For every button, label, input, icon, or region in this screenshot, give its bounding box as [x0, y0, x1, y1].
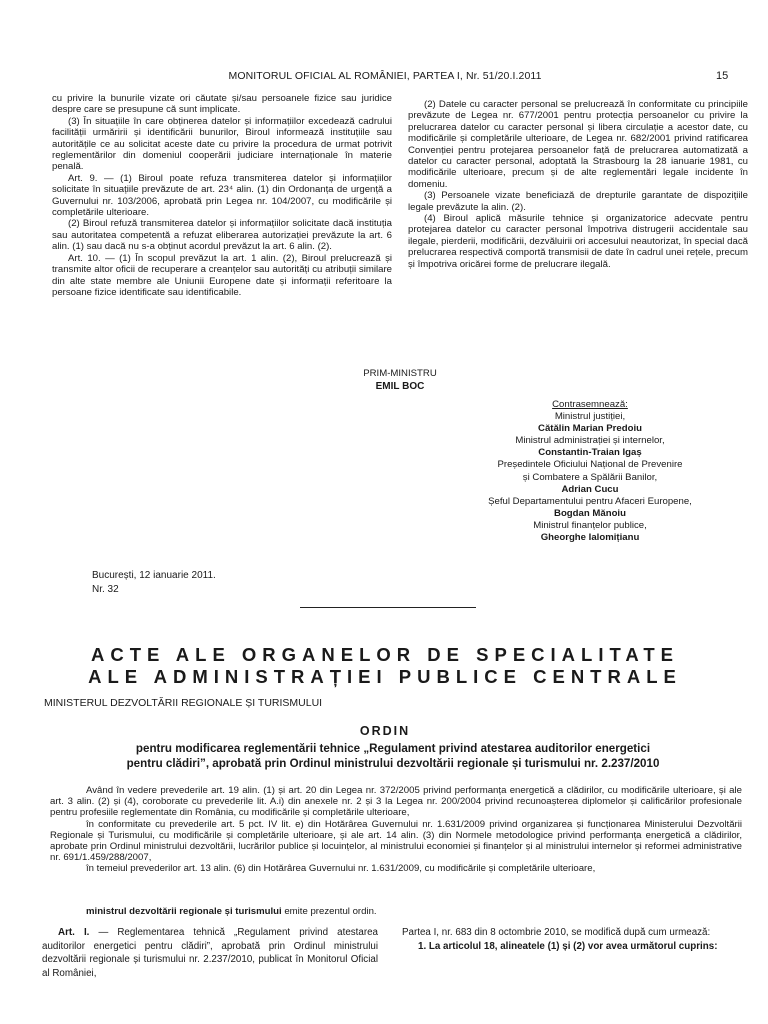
paragraph: (2) Datele cu caracter personal se prelucrează în conformitate cu principiile prevăzute de Legea nr. 677/2001 pentru protecția persoanelor cu privire la prelucrarea datelor cu caracter personal și libera circulație a acestor date, cu modificările și completările ulterioare, de Legea nr. 682/2001 privind ratificarea Convenției pentru protejarea persoanelor față de prelucrarea automatizată a datelor cu caracter personal, adoptată la Strasbourg la 28 ianuarie 1981, cu modificările ulterioare, precum și de alte reglementări legale incidente în domeniu.: [408, 99, 748, 190]
paragraph: cu privire la bunurile vizate ori căutate și/sau persoanele fizice sau juridice despre care se presupune că sunt implicate.: [52, 93, 392, 116]
countersign-name: Constantin-Traian Igaș: [538, 447, 642, 459]
order-title-line: pentru clădiri”, aprobată prin Ordinul ministrului dezvoltării regionale și turismului nr. 2.237/2010: [126, 757, 660, 770]
countersign-block: [430, 399, 750, 544]
paragraph: Art. 10. — (1) În scopul prevăzut la art. 1 alin. (2), Biroul prelucrează și transmite altor oficii de recuperare a creanțelor sau autorități cu atribuții similare din alte state membre ale Uniunii Europene date și informații referitoare la persoane fizice identificate sau identificabile.: [52, 252, 392, 298]
article-1-right: [402, 926, 746, 953]
countersign-line: Ministrul administrației și internelor,: [515, 435, 665, 447]
paragraph: (4) Biroul aplică măsurile tehnice și organizatorice adecvate pentru protejarea datelor cu caracter personal împotriva distrugerii accidentale sau ilegale, pierderii, modificării, dezvăluirii ori accesului neautorizat, în special dacă prelucrarea respectivă comportă transmisii de date în cadrul unei rețele, precum și împotriva oricărei forme de prelucrare ilegală.: [408, 213, 748, 270]
paragraph: (2) Biroul refuză transmiterea datelor și informațiilor solicitate dacă instituția sau autoritatea competentă a refuzat eliberarea autorizației prevăzute la art. 6 alin. (1) sau dacă nu s-a obținut acordul prevăzut la art. 6 alin. (2).: [52, 218, 392, 253]
order-title-line: pentru modificarea reglementării tehnice „Regulament privind atestarea auditorilor energetici: [135, 742, 651, 755]
order-preamble: [50, 785, 742, 875]
section-divider: [300, 607, 476, 608]
article-text: — Reglementarea tehnică „Regulament privind atestarea auditorilor energetici pentru clădiri”, aprobată prin Ordinul ministrului dezvoltării regionale și turismului nr. 2.237/2010, publicat în Monitorul Oficial al României,: [42, 927, 378, 979]
countersign-line: Ministrul finanțelor publice,: [533, 519, 647, 531]
paragraph: (3) În situațiile în care obținerea datelor și informațiilor excedează cadrului facilității urmăririi și identificării bunurilor, Biroul informează instituțiile sau autoritățile ce au solicitat aceste date cu privire la procedura de urmat potrivit reglementărilor din domeniul cooperării judiciare internaționale în materie penală.: [52, 115, 392, 173]
countersign-name: Adrian Cucu: [561, 483, 619, 495]
paragraph: în temeiul prevederilor art. 13 alin. (6) din Hotărârea Guvernului nr. 1.631/2009, cu modificările și completările ulterioare,: [86, 863, 596, 875]
article-label: Art. I.: [58, 927, 90, 938]
issuer: ministrul dezvoltării regionale și turismului: [86, 906, 282, 917]
paragraph: Având în vedere prevederile art. 19 alin. (1) și art. 20 din Legea nr. 372/2005 privind performanța energetică a clădirilor, cu modificările ulterioare, și ale art. 3 alin. (2) și (4), coroborate cu prevederile lit. A.i) din anexele nr. 2 și 3 la Legea nr. 200/2004 privind recunoașterea diplomelor și calificărilor profesionale pentru profesiile reglementate din România, cu modificările și completările ulterioare,: [50, 785, 742, 819]
emits-text: emite prezentul ordin.: [281, 906, 377, 917]
place-date: [92, 569, 216, 597]
paragraph: în conformitate cu prevederile art. 5 pct. IV lit. e) din Hotărârea Guvernului nr. 1.631/2009 privind organizarea și funcționarea Ministerului Dezvoltării Regionale și Turismului, cu modificările și completările ulterioare, și ale art. 14 alin. (3) din Normele metodologice privind performanța energetică a clădirilor, aprobate prin Ordinul ministrului dezvoltării, lucrărilor publice și locuințelor, al ministrului economiei și finanțelor și al ministrului internelor și reformei administrative nr. 691/1.459/288/2007,: [50, 818, 742, 864]
order-title: [48, 741, 738, 771]
act-number: Nr. 32: [92, 584, 119, 595]
left-column: [52, 93, 392, 298]
countersign-name: Bogdan Mănoiu: [554, 507, 626, 519]
countersign-line: Șeful Departamentului pentru Afaceri Europene,: [488, 495, 692, 507]
prime-minister-title: PRIM-MINISTRU: [363, 368, 437, 379]
place-date-line: București, 12 ianuarie 2011.: [92, 570, 216, 581]
paragraph: [42, 926, 378, 980]
paragraph: (3) Persoanele vizate beneficiază de drepturile garantate de dispozițiile legale prevăzute la alin. (2).: [408, 190, 748, 213]
running-header: MONITORUL OFICIAL AL ROMÂNIEI, PARTEA I, Nr. 51/20.I.2011: [228, 70, 542, 82]
section-title-line-2: ALE ADMINISTRAȚIEI PUBLICE CENTRALE: [88, 666, 682, 687]
countersign-line: și Combatere a Spălării Banilor,: [522, 471, 658, 483]
countersign-heading: Contrasemnează:: [552, 399, 628, 410]
section-title-line-1: ACTE ALE ORGANELOR DE SPECIALITATE: [90, 644, 680, 665]
paragraph: 1. La articolul 18, alineatele (1) și (2) vor avea următorul cuprins:: [418, 940, 718, 952]
countersign-name: Cătălin Marian Predoiu: [538, 423, 642, 435]
ministry-name: MINISTERUL DEZVOLTĂRII REGIONALE ȘI TURISMULUI: [44, 697, 323, 709]
paragraph: Art. 9. — (1) Biroul poate refuza transmiterea datelor și informațiilor solicitate în situațiile prevăzute de art. 23⁴ alin. (1) din Ordonanța de urgență a Guvernului nr. 103/2006, aprobată prin Legea nr. 104/2007, cu modificările și completările ulterioare.: [52, 172, 392, 219]
right-column: [408, 99, 748, 270]
countersign-name: Gheorghe Ialomițianu: [540, 532, 640, 544]
article-1-left: [42, 926, 378, 980]
paragraph: Partea I, nr. 683 din 8 octombrie 2010, se modifică după cum urmează:: [402, 927, 711, 938]
prime-minister-name: EMIL BOC: [375, 381, 425, 392]
order-label: ORDIN: [359, 724, 411, 738]
emits-statement: [50, 906, 742, 917]
page-number: 15: [716, 70, 729, 82]
countersign-line: Președintele Oficiului Național de Prevenire: [497, 459, 683, 471]
countersign-line: Ministrul justiției,: [554, 411, 626, 423]
